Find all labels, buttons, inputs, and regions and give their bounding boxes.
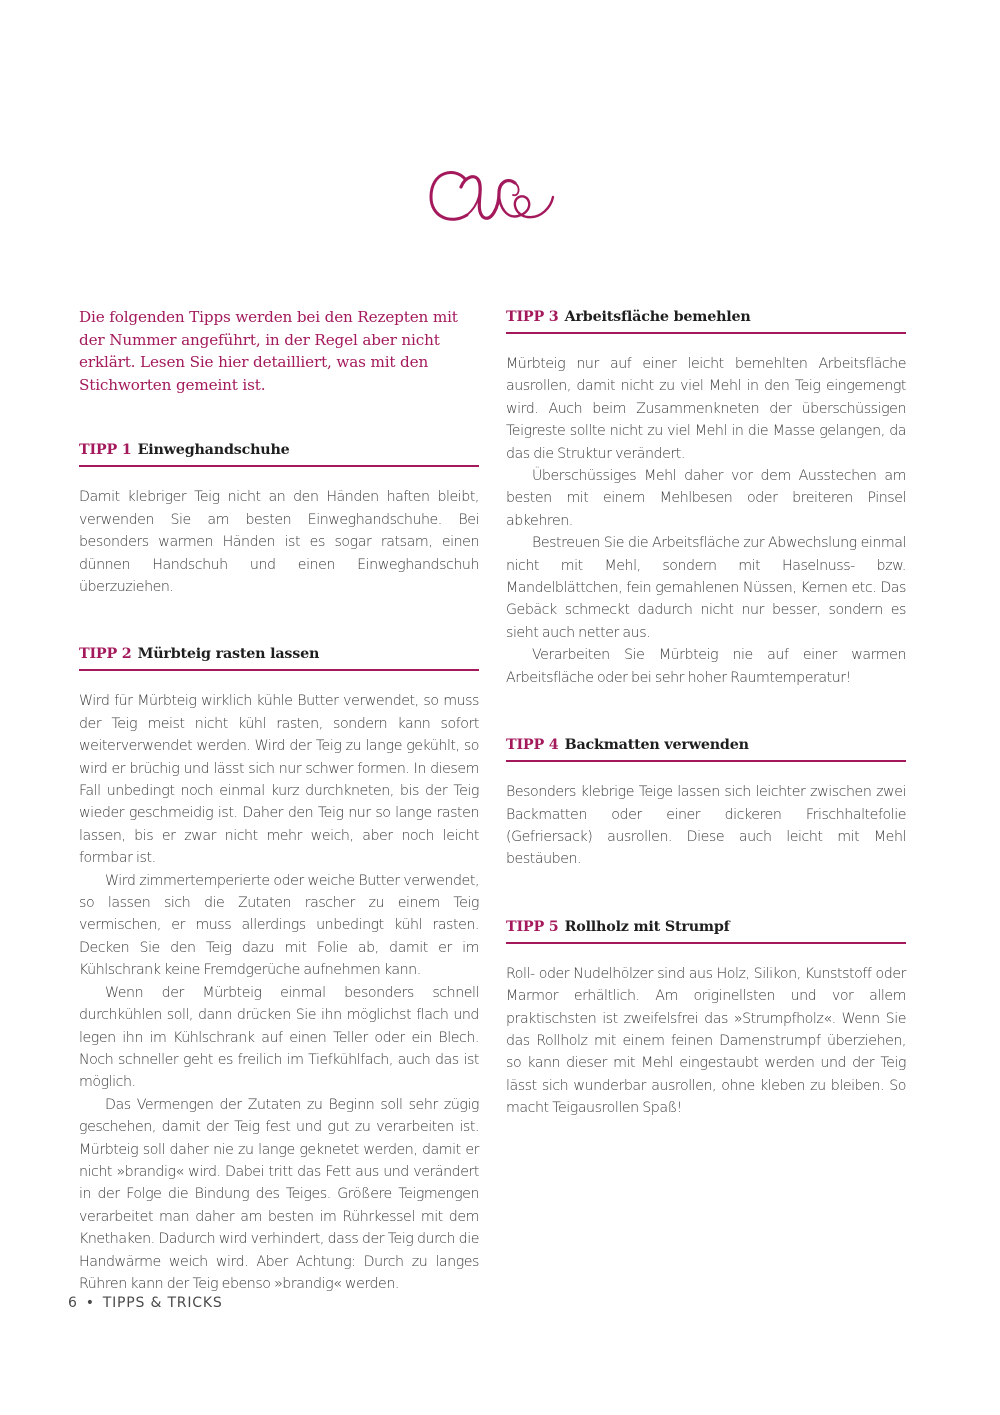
tip-heading [79,439,479,467]
tip-paragraph: Roll- oder Nudelhölzer sind aus Holz, Silikon, Kunststoff oder Marmor erhältlich. Am originellsten und vor allem praktischsten ist zweifelsfrei das »Strumpfholz«. Wenn Sie das Rollholz mit einem feinen Damenstrumpf überziehen, so kann dieser mit Mehl eingestaubt werden und der Teig lässt sich wunderbar ausrollen, ohne kleben zu bleiben. So macht Teigausrollen Spaß! [506,965,906,1117]
tip-number: TIPP 5 [506,918,559,935]
tip-number: TIPP 1 [79,442,132,459]
tip-paragraph: Besonders klebrige Teige lassen sich leichter zwischen zwei Backmatten oder einer dickeren Frischhaltefolie (Gefriersack) ausrollen. Diese auch leicht mit Mehl bestäuben. [506,784,906,868]
tip-heading [506,306,906,334]
tip-paragraph: Überschüssiges Mehl daher vor dem Ausstechen am besten mit einem Mehlbesen oder breiteren Pinsel abkehren. [506,468,906,529]
tip-paragraph: Wird für Mürbteig wirklich kühle Butter verwendet, so muss der Teig meist nicht kühl rasten, sondern kann sofort weiterverwendet werden. Wird der Teig zu lange gekühlt, so wird er brüchig und lässt sich nur schwer formen. In diesem Fall unbedingt noch einmal kurz durchkneten, bis der Teig wieder geschmeidig ist. Daher den Teig nur so lange rasten lassen, bis er zwar nicht mehr weich, aber noch leicht formbar ist. [79,693,479,867]
tip-paragraph: Mürbteig nur auf einer leicht bemehlten Arbeitsfläche ausrollen, damit nicht zu viel Mehl in den Teig eingemengt wird. Auch beim Zusammenkneten der überschüssigen Teigreste sollte nicht zu viel Mehl in die Masse gelangen, da das die Struktur verändert. [506,356,906,462]
tip-2 [79,643,479,1295]
tip-4 [506,734,906,871]
tip-paragraph: Damit klebriger Teig nicht an den Händen haften bleibt, verwenden Sie am besten Einweghandschuhe. Bei besonders warmen Händen ist es sogar ratsam, einen dünnen Handschuh und einen Einweghandschuh überzuziehen. [79,489,479,595]
tip-5 [506,916,906,1120]
tip-number: TIPP 2 [79,646,132,663]
tip-paragraph: Das Vermengen der Zutaten zu Beginn soll sehr zügig geschehen, damit der Teig fest und gut zu verarbeiten ist. Mürbteig soll daher nie zu lange geknetet werden, damit er nicht »brandig« wird. Dabei tritt das Fett aus und verändert in der Folge die Bindung des Teiges. Größere Teigmengen verarbeitet man daher am besten im Rührkessel mit dem Knethaken. Dadurch wird verhindert, dass der Teig durch die Handwärme weich wird. Aber Achtung: Durch zu langes Rühren kann der Teig ebenso »brandig« werden. [79,1096,479,1292]
tip-3 [506,306,906,689]
tip-title: Einweghandschuhe [137,442,290,459]
tip-paragraph: Wenn der Mürbteig einmal besonders schnell durchkühlen soll, dann drücken Sie ihn möglichst flach und legen ihn im Kühlschrank auf einen Teller oder ein Blech. Noch schneller geht es freilich im Tiefkühlfach, auch das ist möglich. [79,984,479,1091]
page-number: 6 [68,1295,78,1311]
tip-heading [506,734,906,762]
tip-heading [79,643,479,671]
tip-paragraph: Wird zimmertemperierte oder weiche Butter verwendet, so lassen sich die Zutaten rascher zu einem Teig vermischen, er muss allerdings unbedingt kühl rasten. Decken Sie den Teig dazu mit Folie ab, damit er im Kühlschrank keine Fremdgerüche aufnehmen kann. [79,872,479,979]
tip-title: Backmatten verwenden [564,737,749,754]
decorative-flourish-icon [425,163,561,231]
intro-text: Die folgenden Tipps werden bei den Rezepten mit der Nummer angeführt, in der Regel aber nicht erklärt. Lesen Sie hier detailliert, was mit den Stichworten gemeint ist. [79,308,458,394]
left-column [79,306,479,1340]
tip-paragraph: Verarbeiten Sie Mürbteig nie auf einer warmen Arbeitsfläche oder bei sehr hoher Raumtemperatur! [506,647,906,686]
section-title: TIPPS & TRICKS [102,1295,223,1311]
tip-paragraph: Bestreuen Sie die Arbeitsfläche zur Abwechslung einmal nicht mit Mehl, sondern mit Haselnuss- bzw. Mandelblättchen, fein gemahlenen Nüssen, Kernen etc. Das Gebäck schmeckt dadurch nicht nur besser, sondern es sieht auch netter aus. [506,535,906,641]
footer-separator: • [85,1295,95,1311]
tip-title: Arbeitsfläche bemehlen [564,309,751,325]
tip-title: Rollholz mit Strumpf [564,918,730,935]
tip-1 [79,439,479,598]
page-footer [68,1295,223,1311]
tip-number: TIPP 3 [506,309,559,325]
tip-title: Mürbteig rasten lassen [137,646,320,663]
tip-number: TIPP 4 [506,737,559,754]
tip-heading [506,916,906,944]
right-column [506,306,906,1165]
